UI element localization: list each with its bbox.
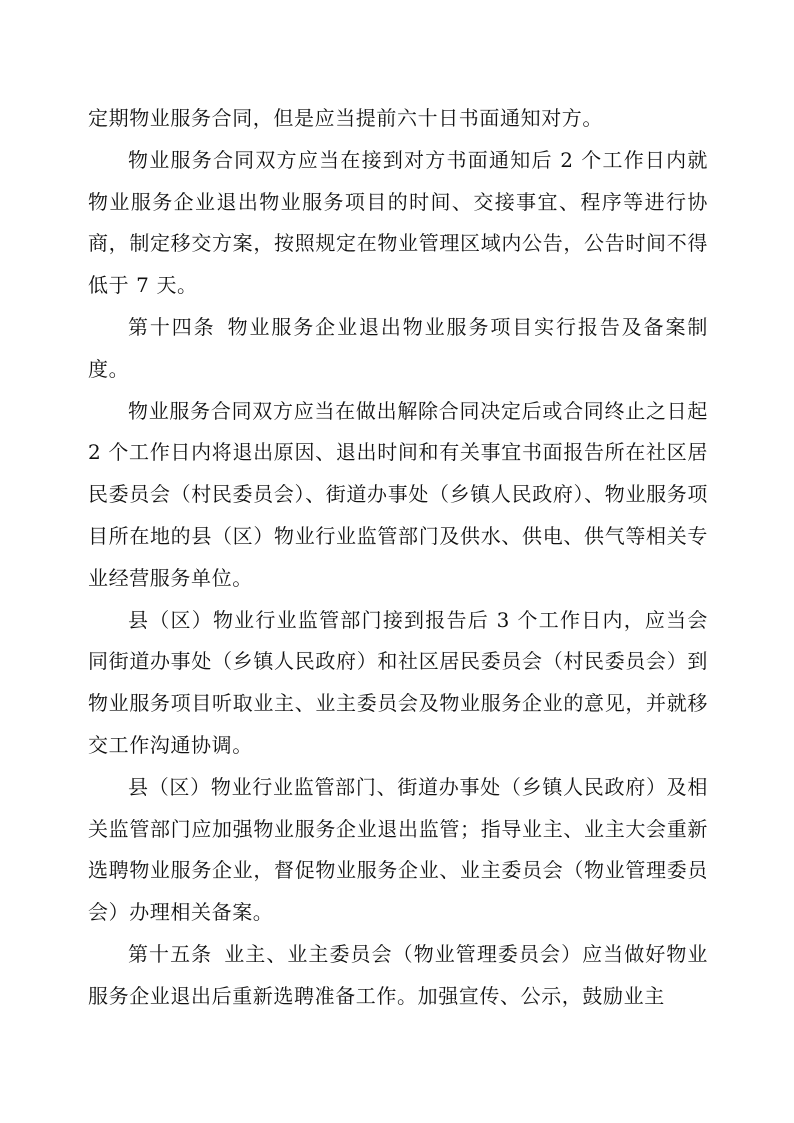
paragraph-text: 县（区）物业行业监管部门、街道办事处（乡镇人民政府）及相关监管部门应加强物业服务企业退出监管；指导业主、业主大会重新选聘物业服务企业，督促物业服务企业、业主委员会（物业管理委员会）办理相关备案。 xyxy=(88,774,708,925)
paragraph xyxy=(88,767,708,934)
paragraph-text: 物业服务合同双方应当在接到对方书面通知后 2 个工作日内就物业服务企业退出物业服务项目的时间、交接事宜、程序等进行协商，制定移交方案，按照规定在物业管理区域内公告，公告时间不得低于 7 天。 xyxy=(88,147,708,298)
paragraph-text: 业主、业主委员会（物业管理委员会）应当做好物业服务企业退出后重新选聘准备工作。加强宣传、公示，鼓励业主 xyxy=(88,941,708,1008)
document-body xyxy=(88,98,708,1018)
paragraph-continuation xyxy=(88,98,708,140)
paragraph xyxy=(88,600,708,767)
paragraph-text: 物业服务企业退出物业服务项目实行报告及备案制度。 xyxy=(88,314,709,381)
paragraph-text: 物业服务合同双方应当在做出解除合同决定后或合同终止之日起 2 个工作日内将退出原因、退出时间和有关事宜书面报告所在社区居民委员会（村民委员会）、街道办事处（乡镇人民政府）、物业服务项目所在地的县（区）物业行业监管部门及供水、供电、供气等相关专业经营服务单位。 xyxy=(88,398,708,590)
article-paragraph xyxy=(88,307,708,391)
paragraph xyxy=(88,391,708,600)
paragraph-text: 定期物业服务合同，但是应当提前六十日书面通知对方。 xyxy=(88,106,603,130)
article-number: 第十四条 xyxy=(128,314,216,339)
paragraph-text: 县（区）物业行业监管部门接到报告后 3 个工作日内，应当会同街道办事处（乡镇人民政府）和社区居民委员会（村民委员会）到物业服务项目听取业主、业主委员会及物业服务企业的意见，并就移交工作沟通协调。 xyxy=(88,607,708,757)
paragraph xyxy=(88,140,708,307)
article-paragraph xyxy=(88,934,708,1018)
article-number: 第十五条 xyxy=(128,941,213,966)
